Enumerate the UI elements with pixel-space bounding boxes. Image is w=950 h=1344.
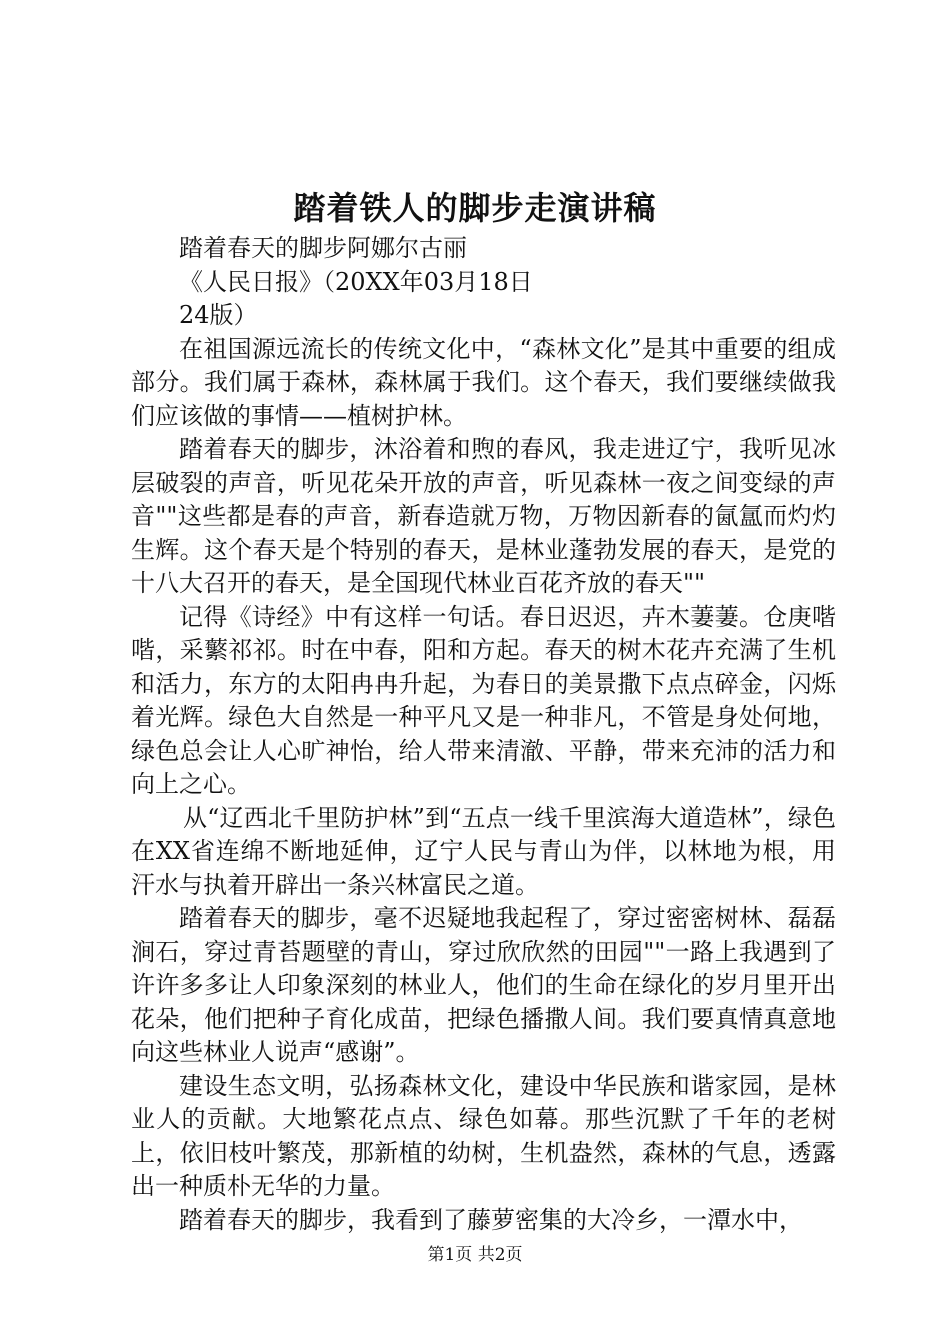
- paragraph-2: 踏着春天的脚步，沐浴着和煦的春风，我走进辽宁，我听见冰层破裂的声音，听见花朵开放的声音，听见森林一夜之间变绿的声音""这些都是春的声音，新春造就万物，万物因新春的氤氲而灼灼生辉。这个春天是个特别的春天，是林业蓬勃发展的春天，是党的十八大召开的春天，是全国现代林业百花齐放的春天"": [131, 435, 836, 597]
- document-title: 踏着铁人的脚步走演讲稿: [293, 189, 657, 227]
- paragraph-4: 从“辽西北千里防护林”到“五点一线千里滨海大道造林”，绿色在XX省连绵不断地延伸，辽宁人民与青山为伴，以林地为根，用汗水与执着开辟出一条兴林富民之道。: [131, 803, 836, 899]
- paragraph-1: 在祖国源远流长的传统文化中，“森林文化”是其中重要的组成部分。我们属于森林，森林属于我们。这个春天，我们要继续做我们应该做的事情——植树护林。: [131, 334, 836, 430]
- page-footer: 第1页 共2页: [427, 1245, 523, 1265]
- paragraph-3: 记得《诗经》中有这样一句话。春日迟迟，卉木萋萋。仓庚喈喈，采蘩祁祁。时在中春，阳和方起。春天的树木花卉充满了生机和活力，东方的太阳冉冉升起，为春日的美景撒下点点碎金，闪烁着光辉。绿色大自然是一种平凡又是一种非凡，不管是身处何地，绿色总会让人心旷神怡，给人带来清澈、平静，带来充沛的活力和向上之心。: [131, 602, 836, 798]
- source-line-edition: 24版）: [179, 301, 258, 329]
- paragraph-6: 建设生态文明，弘扬森林文化，建设中华民族和谐家园，是林业人的贡献。大地繁花点点、绿色如幕。那些沉默了千年的老树上，依旧枝叶繁茂，那新植的幼树，生机盎然，森林的气息，透露出一种质朴无华的力量。: [131, 1071, 836, 1200]
- paragraph-7: 踏着春天的脚步，我看到了藤萝密集的大冷乡，一潭水中，: [179, 1205, 803, 1234]
- document-body: [131, 232, 836, 1237]
- source-line-publication: 《人民日报》（20XX年03月18日: [179, 267, 533, 296]
- paragraph-5: 踏着春天的脚步，毫不迟疑地我起程了，穿过密密树林、磊磊涧石，穿过青苔题壁的青山，穿过欣欣然的田园""一路上我遇到了许许多多让人印象深刻的林业人，他们的生命在绿化的岁月里开出花朵，他们把种子育化成苗，把绿色播撒人间。我们要真情真意地向这些林业人说声“感谢”。: [131, 904, 836, 1066]
- source-line-author: 踏着春天的脚步阿娜尔古丽: [179, 234, 467, 262]
